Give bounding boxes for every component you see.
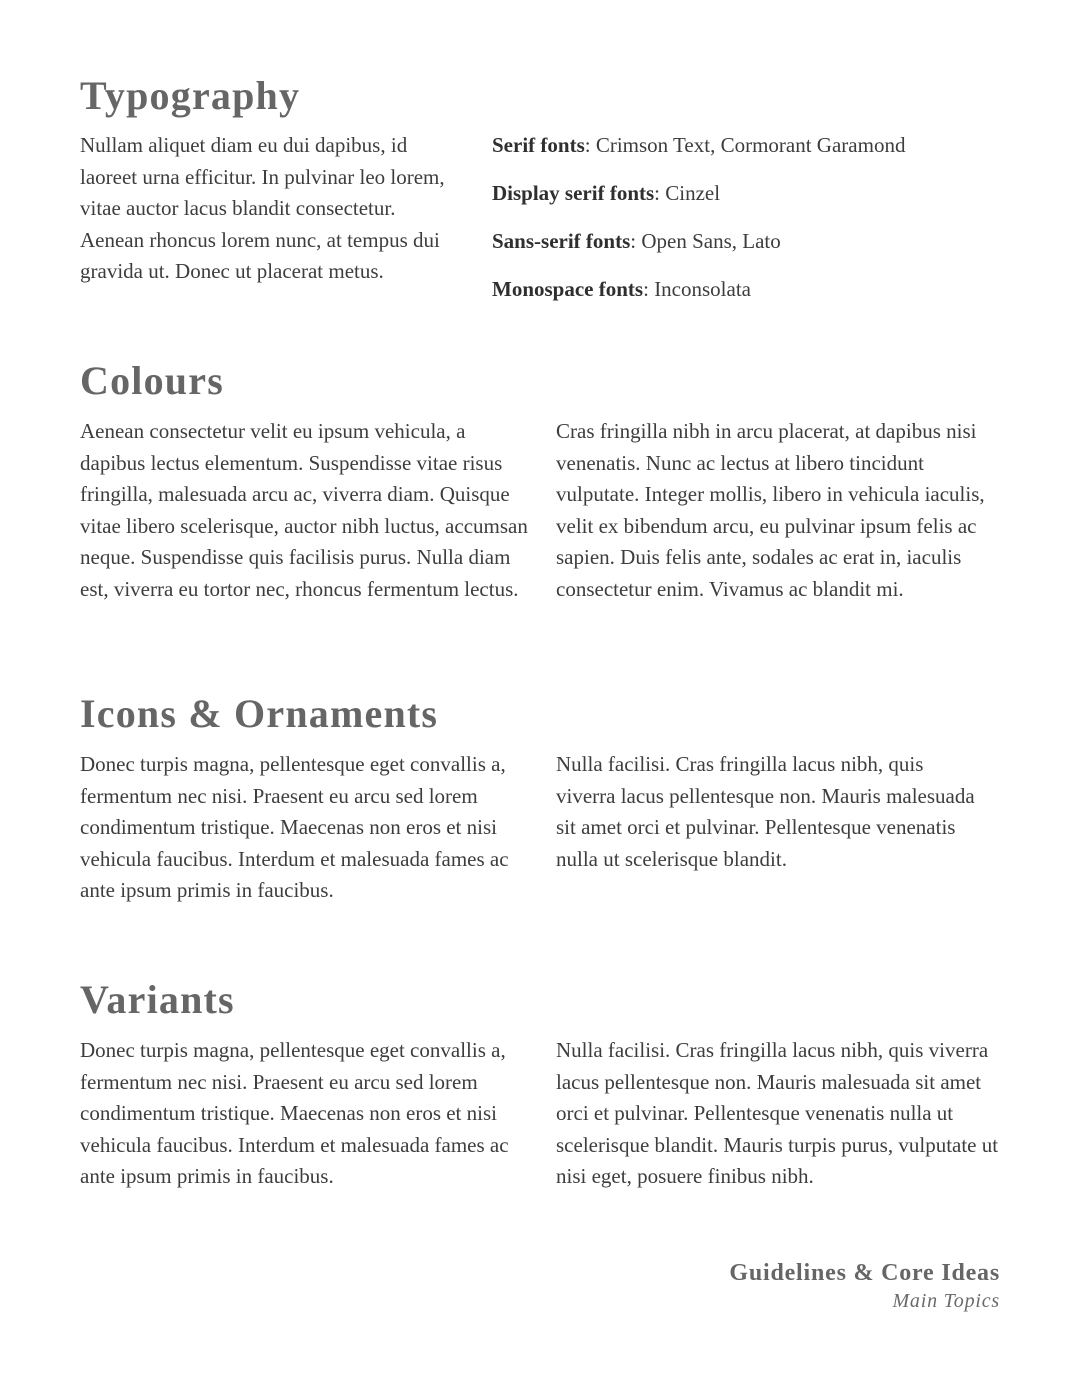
font-separator: : <box>654 181 666 205</box>
typography-section <box>80 72 1000 301</box>
icons-ornaments-heading: Icons & Ornaments <box>80 691 439 736</box>
icons-ornaments-section <box>80 690 1000 903</box>
variants-right-column <box>556 1035 1000 1193</box>
font-label: Display serif fonts <box>492 181 655 205</box>
variants-section <box>80 976 1000 1189</box>
font-value: Open Sans, Lato <box>641 229 781 253</box>
icons-right-text: Nulla facilisi. Cras fringilla lacus nibh, quis viverra lacus pellentesque non. Mauris malesuada sit amet orci et pulvinar. Pellentesque venenatis nulla ut scelerisque blandit. <box>556 752 975 871</box>
font-list <box>492 131 1000 303</box>
footer-subtitle: Main Topics <box>892 1290 1000 1312</box>
colours-heading: Colours <box>80 358 224 403</box>
colours-right-text: Cras fringilla nibh in arcu placerat, at dapibus nisi venenatis. Nunc ac lectus at libero tincidunt vulputate. Integer mollis, libero in vehicula iaculis, velit ex bibendum arcu, eu pulvinar ipsum felis ac sapien. Duis felis ante, sodales ac erat in, iaculis consectetur enim. Vivamus ac blandit mi. <box>556 419 985 601</box>
font-list-item-monospace <box>492 275 1000 303</box>
page-footer <box>729 1258 1000 1314</box>
font-value: Crimson Text, Cormorant Garamond <box>595 133 906 157</box>
font-list-item-display-serif <box>492 179 1000 207</box>
variants-left-column <box>80 1035 510 1193</box>
font-list-item-serif <box>492 131 1000 159</box>
font-separator: : <box>643 277 655 301</box>
font-label: Serif fonts <box>492 133 585 157</box>
font-value: Inconsolata <box>654 277 751 301</box>
variants-left-text: Donec turpis magna, pellentesque eget convallis a, fermentum nec nisi. Praesent eu arcu sed lorem condimentum tristique. Maecenas non eros et nisi vehicula faucibus. Interdum et malesuada fames ac ante ipsum primis in faucibus. <box>80 1038 509 1189</box>
icons-right-column <box>556 749 976 875</box>
font-label: Sans-serif fonts <box>492 229 631 253</box>
font-separator: : <box>584 133 596 157</box>
font-list-column <box>492 131 1000 323</box>
typography-body-text: Nullam aliquet diam eu dui dapibus, id laoreet urna efficitur. In pulvinar leo lorem, vitae auctor lacus blandit consectetur. Aenean rhoncus lorem nunc, at tempus dui gravida ut. Donec ut placerat metus. <box>80 133 445 284</box>
colours-left-text: Aenean consectetur velit eu ipsum vehicula, a dapibus lectus elementum. Suspendisse vitae risus fringilla, malesuada arcu ac, viverra diam. Quisque vitae libero scelerisque, auctor nibh luctus, accumsan neque. Suspendisse quis facilisis purus. Nulla diam est, viverra eu tortor nec, rhoncus fermentum lectus. <box>80 419 528 601</box>
font-list-item-sans-serif <box>492 227 1000 255</box>
typography-heading: Typography <box>80 73 301 118</box>
icons-left-text: Donec turpis magna, pellentesque eget convallis a, fermentum nec nisi. Praesent eu arcu sed lorem condimentum tristique. Maecenas non eros et nisi vehicula faucibus. Interdum et malesuada fames ac ante ipsum primis in faucibus. <box>80 752 509 903</box>
typography-body-column <box>80 130 452 288</box>
variants-right-text: Nulla facilisi. Cras fringilla lacus nibh, quis viverra lacus pellentesque non. Mauris malesuada sit amet orci et pulvinar. Pellentesque venenatis nulla ut scelerisque blandit. Mauris turpis purus, vulputate ut nisi eget, posuere finibus nibh. <box>556 1038 999 1189</box>
font-separator: : <box>630 229 642 253</box>
variants-heading: Variants <box>80 977 235 1022</box>
font-label: Monospace fonts <box>492 277 644 301</box>
colours-left-column <box>80 416 528 606</box>
font-value: Cinzel <box>665 181 721 205</box>
colours-right-column <box>556 416 1000 606</box>
footer-title: Guidelines & Core Ideas <box>729 1260 1000 1286</box>
icons-left-column <box>80 749 510 907</box>
colours-section <box>80 357 1000 601</box>
